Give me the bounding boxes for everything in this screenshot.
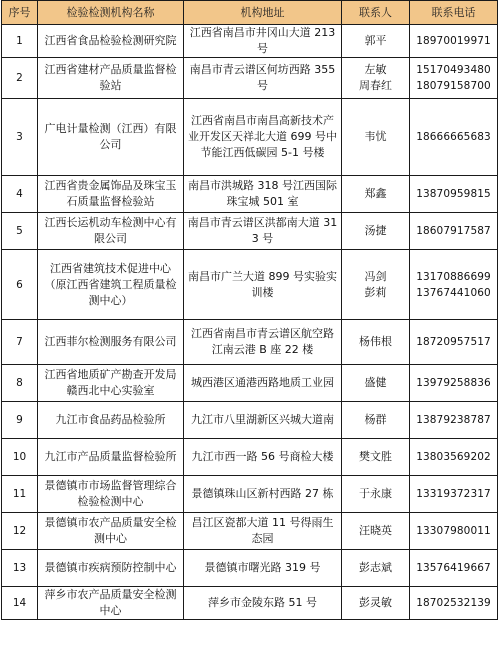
contact-phone-cell <box>410 365 498 402</box>
contact-person-name: 冯剑 <box>364 269 387 283</box>
table-row <box>2 99 498 176</box>
table-row <box>2 402 498 439</box>
contact-phone-cell <box>410 250 498 320</box>
agency-address-cell: 九江市八里湖新区兴城大道南 <box>184 402 342 439</box>
contact-person-name: 于永康 <box>359 487 392 500</box>
header-serial: 序号 <box>2 1 38 25</box>
contact-person-name: 彭莉 <box>364 285 387 299</box>
table-body <box>2 25 498 620</box>
agency-name-cell: 江西省建材产品质量监督检验站 <box>38 58 184 99</box>
table-row <box>2 320 498 365</box>
contact-phone-cell <box>410 587 498 620</box>
contact-phone-number: 13879238787 <box>416 414 491 426</box>
table-row <box>2 58 498 99</box>
agency-name-cell: 九江市食品药品检验所 <box>38 402 184 439</box>
contact-phone-number: 18666665683 <box>416 131 491 143</box>
agency-address-cell: 南昌市广兰大道 899 号实验实训楼 <box>184 250 342 320</box>
serial-number-cell: 6 <box>2 250 38 320</box>
contact-person-name: 汤捷 <box>364 224 387 237</box>
contact-phone-cell <box>410 25 498 58</box>
contact-person-name: 彭志斌 <box>359 561 392 574</box>
contact-person-cell <box>342 439 410 476</box>
agency-address-cell: 南昌市青云谱区何坊西路 355 号 <box>184 58 342 99</box>
contact-phone-number: 13576419667 <box>416 562 491 574</box>
serial-number-cell: 4 <box>2 176 38 213</box>
contact-person-name: 杨伟根 <box>359 335 392 348</box>
contact-phone-number: 13803569202 <box>416 451 491 463</box>
contact-person-cell <box>342 550 410 587</box>
serial-number-cell: 13 <box>2 550 38 587</box>
agency-name-cell: 江西省地质矿产勘查开发局赣西北中心实验室 <box>38 365 184 402</box>
contact-person-cell <box>342 320 410 365</box>
contact-phone-number: 18970019971 <box>416 35 491 47</box>
contact-person-cell <box>342 365 410 402</box>
agency-name-cell: 景德镇市市场监督管理综合检验检测中心 <box>38 476 184 513</box>
contact-person-cell <box>342 99 410 176</box>
agency-address-cell: 萍乡市金陵东路 51 号 <box>184 587 342 620</box>
agency-name-cell: 萍乡市农产品质量安全检测中心 <box>38 587 184 620</box>
contact-phone-number: 13870959815 <box>416 188 491 200</box>
contact-phone-cell <box>410 476 498 513</box>
contact-phone-cell <box>410 439 498 476</box>
contact-person-cell <box>342 25 410 58</box>
contact-person-name: 左敏 <box>364 63 387 76</box>
table-row <box>2 439 498 476</box>
contact-phone-cell <box>410 320 498 365</box>
header-agency-name: 检验检测机构名称 <box>38 1 184 25</box>
table-row <box>2 513 498 550</box>
agency-name-cell: 江西长运机动车检测中心有限公司 <box>38 213 184 250</box>
contact-person-name: 韦忧 <box>364 130 387 143</box>
contact-person-name: 樊文胜 <box>359 450 392 463</box>
table-header-row <box>2 1 498 25</box>
contact-phone-number: 15170493480 <box>416 64 491 76</box>
contact-person-name: 郑鑫 <box>364 187 387 200</box>
table-row <box>2 476 498 513</box>
table-row <box>2 250 498 320</box>
serial-number-cell: 2 <box>2 58 38 99</box>
contact-phone-number: 13307980011 <box>416 525 491 537</box>
table-row <box>2 25 498 58</box>
contact-person-name: 杨群 <box>364 413 387 426</box>
serial-number-cell: 9 <box>2 402 38 439</box>
agency-address-cell: 九江市西一路 56 号商检大楼 <box>184 439 342 476</box>
agency-address-cell: 江西省南昌市井冈山大道 213 号 <box>184 25 342 58</box>
contact-phone-number: 18079158700 <box>416 80 491 92</box>
agency-address-cell: 昌江区瓷都大道 11 号得雨生态园 <box>184 513 342 550</box>
agency-address-cell: 景德镇珠山区新村西路 27 栋 <box>184 476 342 513</box>
header-contact-person: 联系人 <box>342 1 410 25</box>
agency-name-cell: 广电计量检测（江西）有限公司 <box>38 99 184 176</box>
contact-phone-cell <box>410 58 498 99</box>
agency-name-cell: 江西省贵金属饰品及珠宝玉石质量监督检验站 <box>38 176 184 213</box>
contact-person-cell <box>342 213 410 250</box>
header-agency-address: 机构地址 <box>184 1 342 25</box>
table-row <box>2 365 498 402</box>
table-row <box>2 176 498 213</box>
contact-phone-cell <box>410 99 498 176</box>
contact-person-name: 郭平 <box>364 34 387 47</box>
serial-number-cell: 7 <box>2 320 38 365</box>
contact-person-name: 汪晓英 <box>359 524 392 537</box>
agency-address-cell: 江西省南昌市青云谱区航空路江南云港 B 座 22 楼 <box>184 320 342 365</box>
contact-phone-number: 18607917587 <box>416 225 491 237</box>
contact-phone-number: 18720957517 <box>416 336 491 348</box>
agency-address-cell: 南昌市洪城路 318 号江西国际珠宝城 501 室 <box>184 176 342 213</box>
contact-phone-cell <box>410 176 498 213</box>
serial-number-cell: 3 <box>2 99 38 176</box>
contact-person-name: 盛健 <box>364 376 387 389</box>
contact-person-cell <box>342 402 410 439</box>
agency-address-cell: 江西省南昌市南昌高新技术产业开发区天祥北大道 699 号中节能江西低碳园 5-1 号楼 <box>184 99 342 176</box>
contact-person-cell <box>342 513 410 550</box>
agency-name-cell: 景德镇市疾病预防控制中心 <box>38 550 184 587</box>
serial-number-cell: 1 <box>2 25 38 58</box>
agency-name-cell: 江西省建筑技术促进中心（原江西省建筑工程质量检测中心） <box>38 250 184 320</box>
serial-number-cell: 12 <box>2 513 38 550</box>
agency-name-cell: 九江市产品质量监督检验所 <box>38 439 184 476</box>
contact-phone-number: 13767441060 <box>416 286 491 299</box>
serial-number-cell: 8 <box>2 365 38 402</box>
agency-name-cell: 江西省食品检验检测研究院 <box>38 25 184 58</box>
contact-phone-cell <box>410 550 498 587</box>
serial-number-cell: 11 <box>2 476 38 513</box>
table-row <box>2 550 498 587</box>
testing-agency-table <box>1 0 498 620</box>
agency-address-cell: 城西港区通港西路地质工业园 <box>184 365 342 402</box>
contact-phone-cell <box>410 402 498 439</box>
contact-person-cell <box>342 587 410 620</box>
agency-name-cell: 江西菲尔检测服务有限公司 <box>38 320 184 365</box>
contact-phone-number: 13170886699 <box>416 270 491 283</box>
agency-address-cell: 景德镇市曙光路 319 号 <box>184 550 342 587</box>
contact-person-cell <box>342 250 410 320</box>
contact-phone-cell <box>410 513 498 550</box>
table-row <box>2 587 498 620</box>
contact-table-sheet <box>1 0 497 620</box>
contact-phone-number: 13979258836 <box>416 377 491 389</box>
agency-name-cell: 景德镇市农产品质量安全检测中心 <box>38 513 184 550</box>
header-contact-phone: 联系电话 <box>410 1 498 25</box>
serial-number-cell: 10 <box>2 439 38 476</box>
contact-phone-cell <box>410 213 498 250</box>
contact-person-cell <box>342 176 410 213</box>
serial-number-cell: 14 <box>2 587 38 620</box>
contact-person-cell <box>342 58 410 99</box>
table-row <box>2 213 498 250</box>
serial-number-cell: 5 <box>2 213 38 250</box>
contact-person-name: 周春红 <box>359 79 392 92</box>
contact-phone-number: 13319372317 <box>416 488 491 500</box>
agency-address-cell: 南昌市青云谱区洪都南大道 313 号 <box>184 213 342 250</box>
contact-phone-number: 18702532139 <box>416 597 491 609</box>
contact-person-name: 彭灵敏 <box>359 596 392 609</box>
contact-person-cell <box>342 476 410 513</box>
